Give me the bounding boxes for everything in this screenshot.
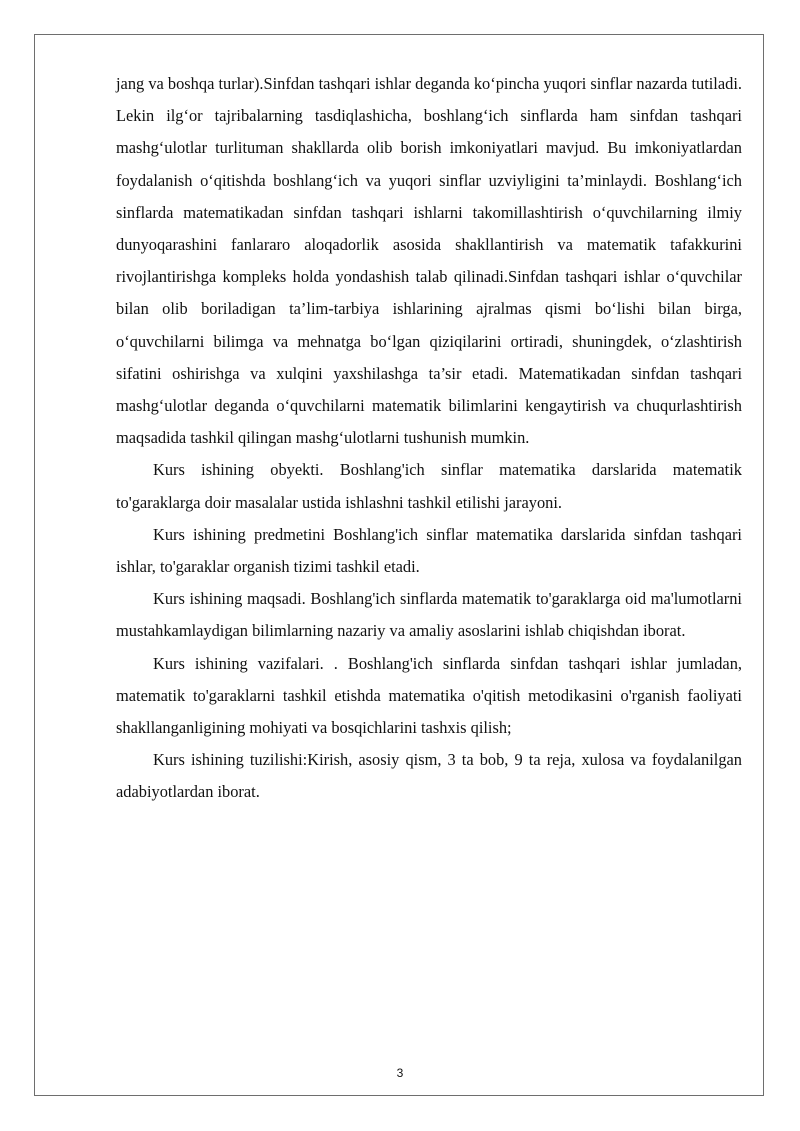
paragraph-course-structure: Kurs ishining tuzilishi:Kirish, asosiy qism, 3 ta bob, 9 ta reja, xulosa va foydalanilgan adabiyotlardan iborat. — [116, 750, 742, 802]
page-number: 3 — [396, 1066, 404, 1080]
document-body — [116, 68, 742, 809]
paragraph-course-subject: Kurs ishining predmetini Boshlang'ich sinflar matematika darslarida sinfdan tashqari ishlar, to'garaklar organish tizimi tashkil etadi. — [116, 524, 742, 577]
paragraph-course-goal: Kurs ishining maqsadi. Boshlang'ich sinflarda matematik to'garaklarga oid ma'lumotlarni mustahkamlaydigan bilimlarning nazariy va amaliy asoslarini ishlab chiqishdan iborat. — [116, 589, 742, 641]
paragraph-course-tasks: Kurs ishining vazifalari. . Boshlang'ich sinflarda sinfdan tashqari ishlar jumladan, matematik to'garaklarni tashkil etishda matematika o'qitish metodikasini o'rganish faoliyati shakllanganligining mohiyati va bosqichlarini tashxis qilish; — [116, 653, 742, 738]
paragraph-course-object: Kurs ishining obyekti. Boshlang'ich sinflar matematika darslarida matematik to'garaklarga doir masalalar ustida ishlashni tashkil etilishi jarayoni. — [116, 460, 742, 512]
paragraph-intro: jang va boshqa turlar).Sinfdan tashqari ishlar deganda ko‘pincha yuqori sinflar nazarda tutiladi. Lekin ilg‘or tajribalarning tasdiqlashicha, boshlang‘ich sinflarda ham sinfdan tashqari mashg‘ulotlar turlituman shakllarda olib borish imkoniyatlari mavjud. Bu imkoniyatlardan foydalanish o‘qitishda boshlang‘ich va yuqori sinflar uzviyligini ta’minlaydi. Boshlang‘ich sinflarda matematikadan sinfdan tashqari ishlarni takomillashtirish o‘quvchilarning ilmiy dunyoqarashini fanlararo aloqadorlik asosida shakllantirish va matematik tafakkurini rivojlantirishga kompleks holda yondashish talab qilinadi.Sinfdan tashqari ishlar o‘quvchilar bilan olib boriladigan ta’lim-tarbiya ishlarining ajralmas qismi bo‘lishi bilan birga, o‘quvchilarni bilimga va mehnatga bo‘lgan qiziqilarini ortiradi, shuningdek, o‘zlashtirish sifatini oshirishga va xulqini yaxshilashga ta’sir etadi. Matematikadan sinfdan tashqari mashg‘ulotlar deganda o‘quvchilarni matematik bilimlarini kengaytirish va chuqurlashtirish maqsadida tashkil qilingan mashg‘ulotlarni tushunish mumkin. — [116, 74, 742, 448]
